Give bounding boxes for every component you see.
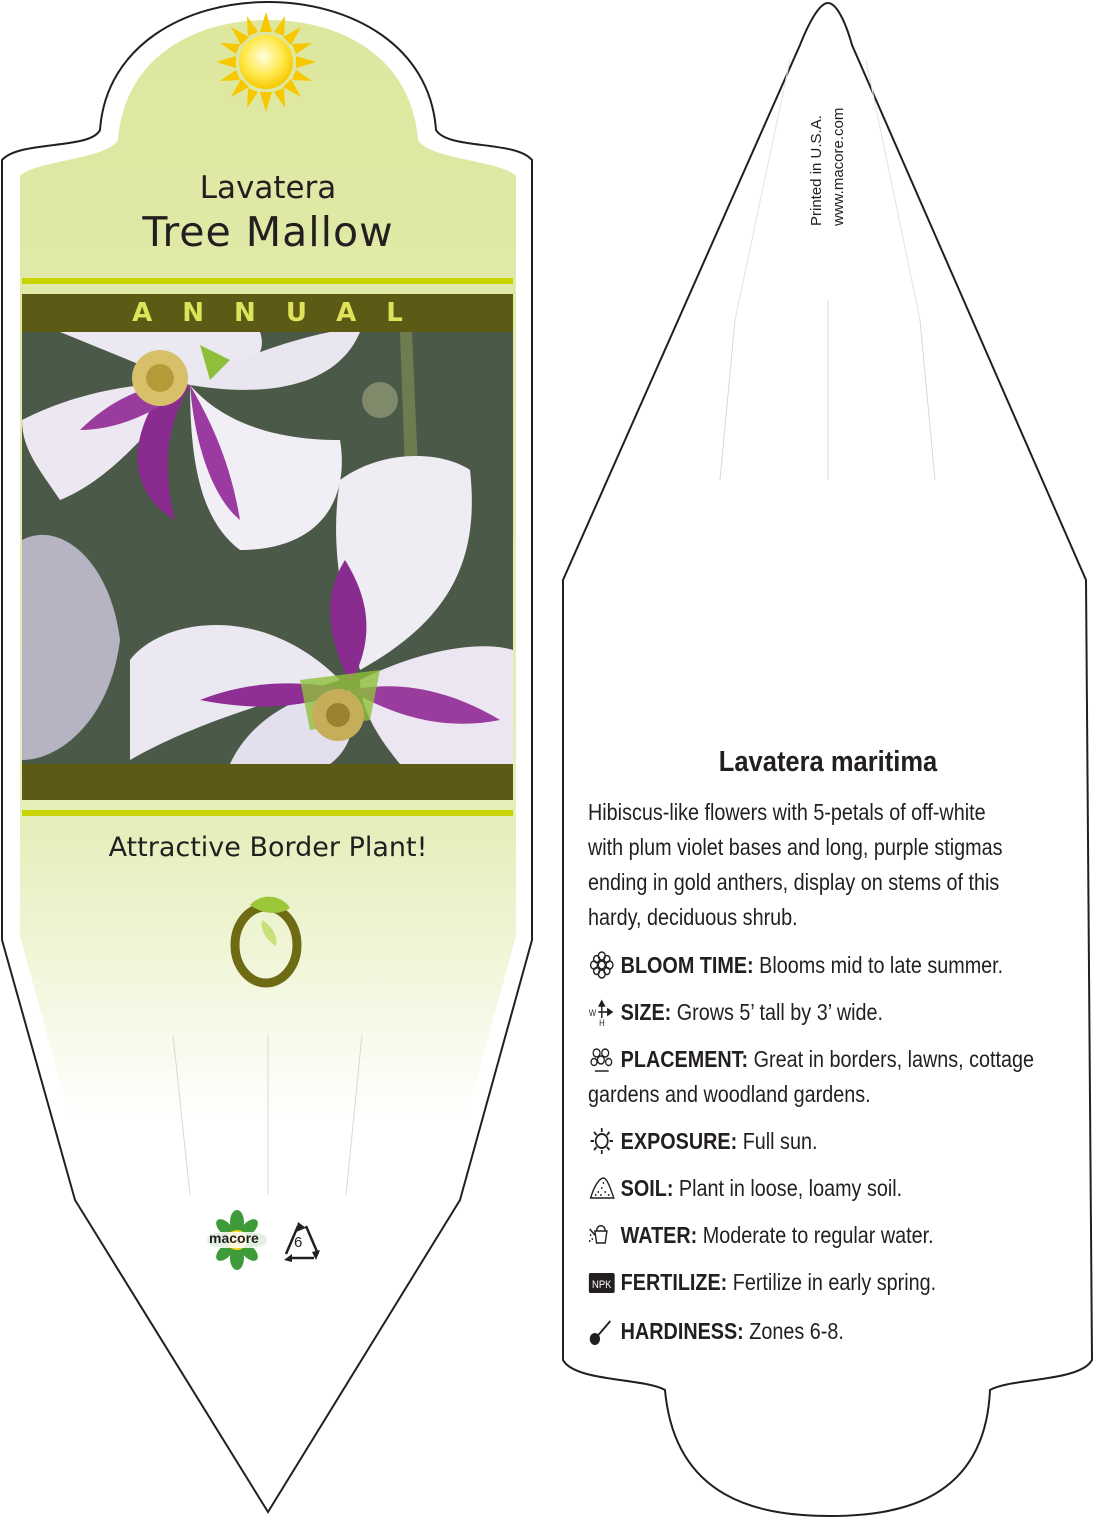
- attribute-label: EXPOSURE:: [620, 1128, 738, 1154]
- recycle-code: 6: [294, 1234, 303, 1251]
- npk-icon: [588, 1268, 616, 1296]
- print-info: [800, 66, 860, 236]
- attribute-label: PLACEMENT:: [620, 1046, 749, 1072]
- size-icon: [588, 998, 616, 1026]
- attribute-value: Grows 5’ tall by 3’ wide.: [671, 999, 884, 1025]
- attribute-label: BLOOM TIME:: [620, 952, 754, 978]
- soil-icon: [588, 1174, 616, 1202]
- attribute-value: Moderate to regular water.: [697, 1222, 934, 1248]
- genus-name: Lavatera: [199, 170, 337, 206]
- description-line: hardy, deciduous shrub.: [588, 904, 798, 930]
- attribute-bloom-time: [588, 948, 1018, 983]
- thermometer-icon: [588, 1317, 616, 1345]
- attribute-label: HARDINESS:: [620, 1318, 744, 1344]
- category-label: ANNUAL: [132, 298, 433, 328]
- attribute-placement: [588, 1042, 1035, 1077]
- attribute-fertilize: [588, 1265, 1018, 1300]
- attribute-value: Full sun.: [737, 1128, 818, 1154]
- attribute-label: WATER:: [620, 1222, 698, 1248]
- size-w-letter: W: [588, 1007, 597, 1019]
- attribute-value: Fertilize in early spring.: [727, 1269, 937, 1295]
- watering-can-icon: [588, 1221, 616, 1249]
- attribute-label: SIZE:: [620, 999, 672, 1025]
- scientific-name: Lavatera maritima: [718, 746, 938, 778]
- flower-icon: [588, 951, 616, 979]
- attribute-value: gardens and woodland gardens.: [588, 1081, 871, 1107]
- attribute-size: [588, 995, 1018, 1030]
- attribute-label: SOIL:: [620, 1175, 674, 1201]
- placement-icon: [588, 1045, 616, 1073]
- brand-name: macore: [209, 1230, 259, 1246]
- tagline: Attractive Border Plant!: [108, 832, 428, 863]
- sun-outline-icon: [588, 1127, 616, 1155]
- size-h-letter: H: [599, 1017, 605, 1026]
- description-line: with plum violet bases and long, purple stigmas: [588, 834, 1003, 860]
- description: [588, 795, 1018, 935]
- attribute-value: Great in borders, lawns, cottage: [748, 1046, 1035, 1072]
- attribute-placement-cont: [588, 1077, 1018, 1112]
- common-name: Tree Mallow: [142, 208, 394, 256]
- npk-text: NPK: [592, 1279, 612, 1292]
- attribute-value: Blooms mid to late summer.: [753, 952, 1004, 978]
- attribute-value: Plant in loose, loamy soil.: [673, 1175, 903, 1201]
- attribute-hardiness: [588, 1314, 1018, 1349]
- description-line: ending in gold anthers, display on stems of this: [588, 869, 1000, 895]
- printed-in: Printed in U.S.A.: [808, 115, 825, 226]
- attribute-label: FERTILIZE:: [620, 1269, 728, 1295]
- attribute-water: [588, 1218, 1018, 1253]
- description-line: Hibiscus-like flowers with 5-petals of off-white: [588, 799, 986, 825]
- flower-photo: [22, 332, 513, 764]
- website: www.macore.com: [830, 107, 847, 226]
- attribute-soil: [588, 1171, 1018, 1206]
- sun-icon: [216, 12, 316, 112]
- attribute-value: Zones 6-8.: [743, 1318, 844, 1344]
- attribute-exposure: [588, 1124, 1018, 1159]
